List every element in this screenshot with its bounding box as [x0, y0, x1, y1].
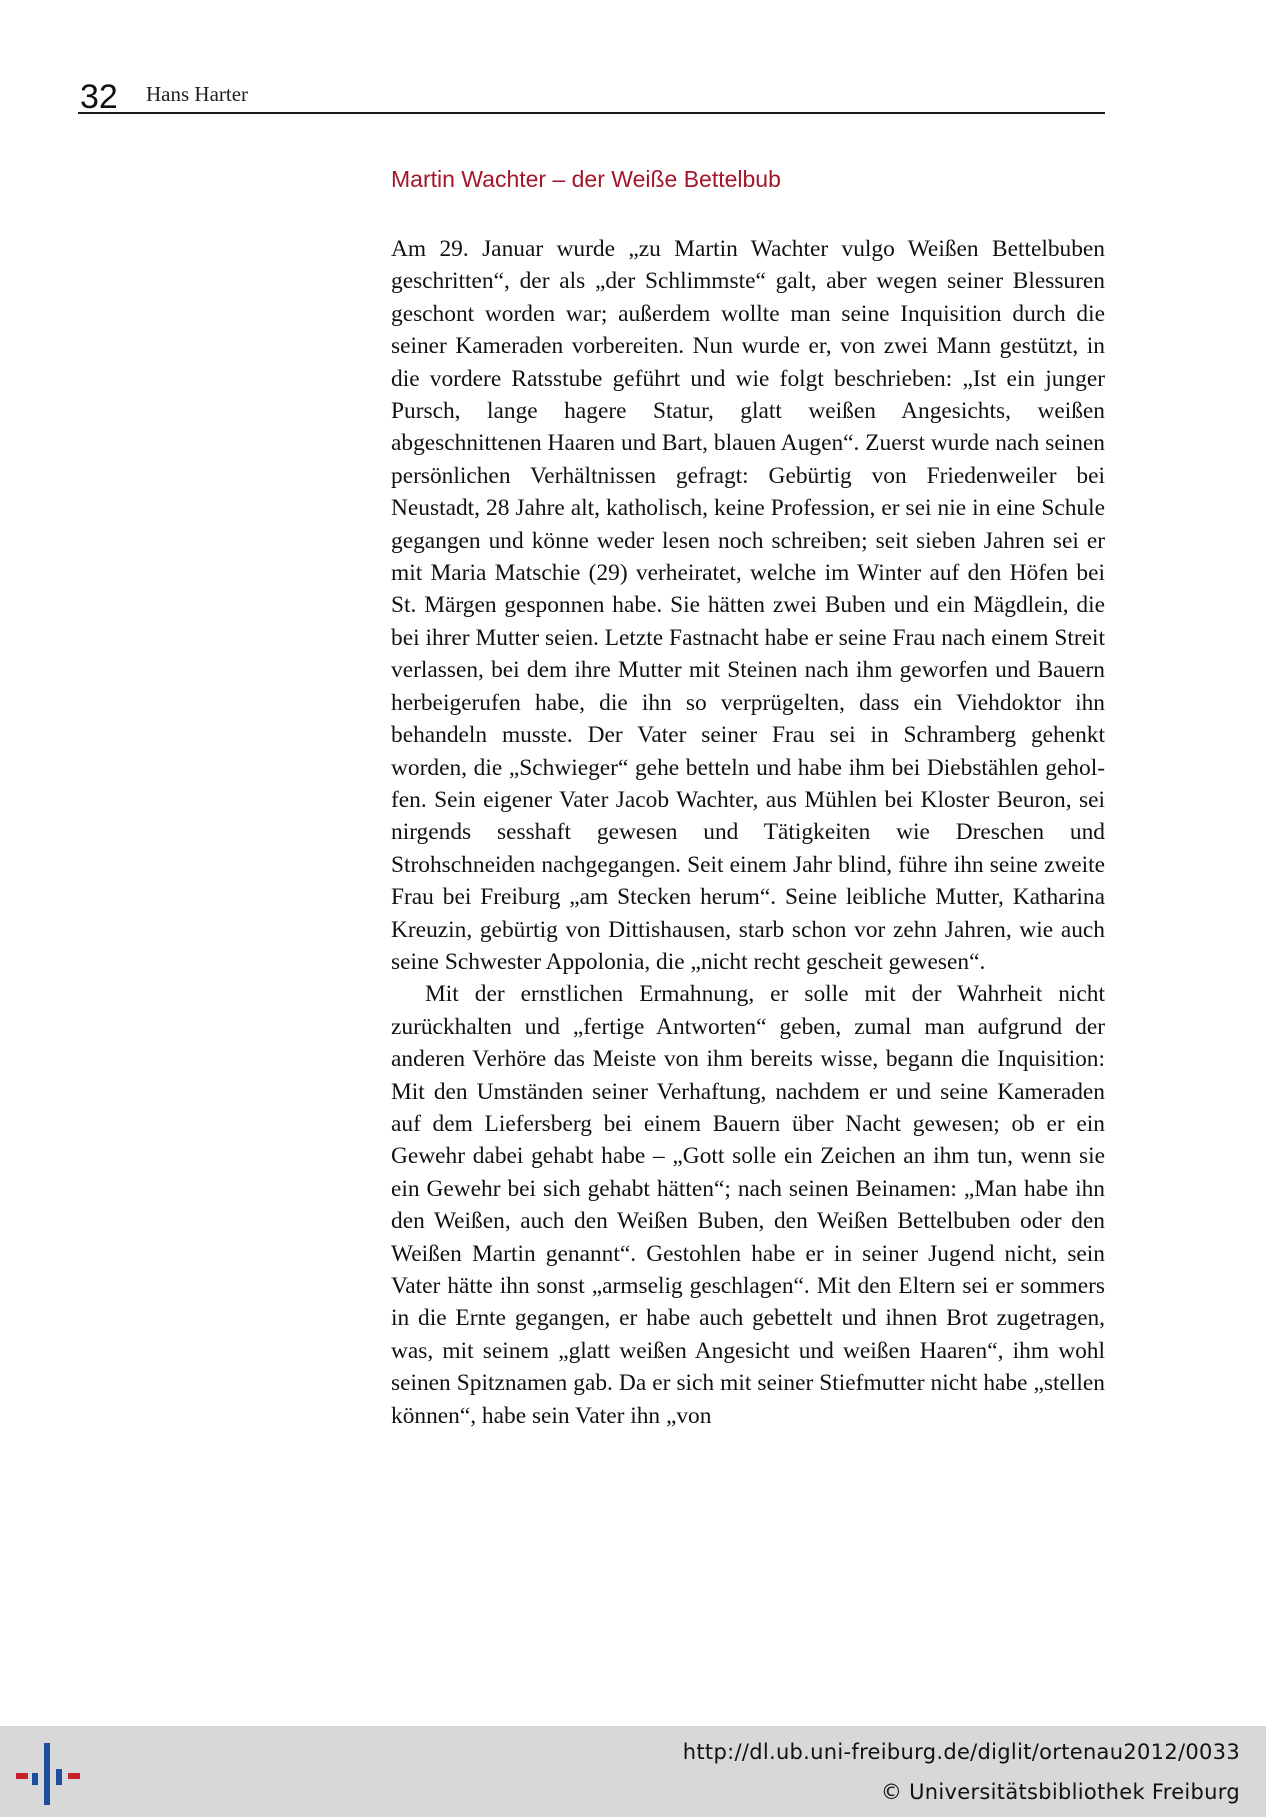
page-number: 32	[80, 78, 118, 116]
section-heading: Martin Wachter – der Weiße Bettelbub	[391, 166, 781, 192]
ub-freiburg-logo-icon	[16, 1741, 82, 1807]
running-head: Hans Harter	[146, 82, 249, 106]
paragraph: Am 29. Januar wurde „zu Martin Wachter vulgo Weißen Bettelbuben geschritten“, der als „der Schlimmste“ galt, aber wegen seiner Blessuren geschont worden war; außerdem wollte man seine Inquisition durch die seiner Kameraden vorbereiten. Nun wurde er, von zwei Mann gestützt, in die vordere Ratsstube geführt und wie folgt beschrieben: „Ist ein junger Pursch, lange hagere Statur, glatt weißen Angesichts, weißen abgeschnittenen Haaren und Bart, blauen Augen“. Zuerst wurde nach seinen persönlichen Verhältnissen gefragt: Gebürtig von Friedenweiler bei Neustadt, 28 Jahre alt, katholisch, keine Profession, er sei nie in eine Schule gegangen und könne weder lesen noch schreiben; seit sieben Jahren sei er mit Maria Matschie (29) verheiratet, welche im Winter auf den Höfen bei St. Märgen gesponnen habe. Sie hätten zwei Buben und ein Mägdlein, die bei ihrer Mutter seien. Letzte Fastnacht habe er seine Frau nach einem Streit verlassen, bei dem ihre Mutter mit Steinen nach ihm geworfen und Bauern herbeigerufen habe, die ihn so verprügelten, dass ein Viehdoktor ihn behandeln musste. Der Vater seiner Frau sei in Schramberg gehenkt worden, die „Schwieger“ gehe betteln und habe ihm bei Diebstählen geholfen. Sein eigener Vater Jacob Wachter, aus Mühlen bei Kloster Beuron, sei nirgends sesshaft gewesen und Tätigkeiten wie Dreschen und Strohschneiden nachgegangen. Seit einem Jahr blind, führe ihn seine zweite Frau bei Freiburg „am Stecken herum“. Seine leibliche Mutter, Katharina Kreuzin, gebürtig von Dittishausen, starb schon vor zehn Jahren, wie auch seine Schwester Appolonia, die „nicht recht gescheit gewesen“.	[391, 236, 1105, 975]
footer-bar	[0, 1726, 1266, 1817]
source-url-link[interactable]: http://dl.ub.uni-freiburg.de/diglit/ortenau2012/0033	[682, 1740, 1240, 1764]
article-body	[391, 233, 1105, 1432]
copyright-notice: © Universitätsbibliothek Freiburg	[880, 1780, 1240, 1804]
paragraph: Mit der ernstlichen Ermahnung, er solle mit der Wahrheit nicht zurückhalten und „fertige Antworten“ geben, zumal man aufgrund der anderen Verhöre das Meiste von ihm bereits wisse, begann die Inquisition: Mit den Umständen seiner Verhaftung, nachdem er und seine Kameraden auf dem Liefersberg bei einem Bauern über Nacht gewesen; ob er ein Gewehr dabei gehabt habe – „Gott solle ein Zeichen an ihm tun, wenn sie ein Gewehr bei sich gehabt hätten“; nach seinen Beinamen: „Man habe ihn den Weißen, auch den Weißen Buben, den Weißen Bettelbuben oder den Weißen Martin genannt“. Gestohlen habe er in seiner Jugend nicht, sein Vater hätte ihn sonst „armselig geschlagen“. Mit den Eltern sei er sommers in die Ernte gegangen, er habe auch gebettelt und ihnen Brot zugetragen, was, mit seinem „glatt weißen Angesicht und weißen Haaren“, ihm wohl seinen Spitznamen gab. Da er sich mit seiner Stiefmutter nicht habe „stellen können“, habe sein Vater ihn „von	[391, 981, 1105, 1429]
page-header	[78, 72, 1105, 114]
